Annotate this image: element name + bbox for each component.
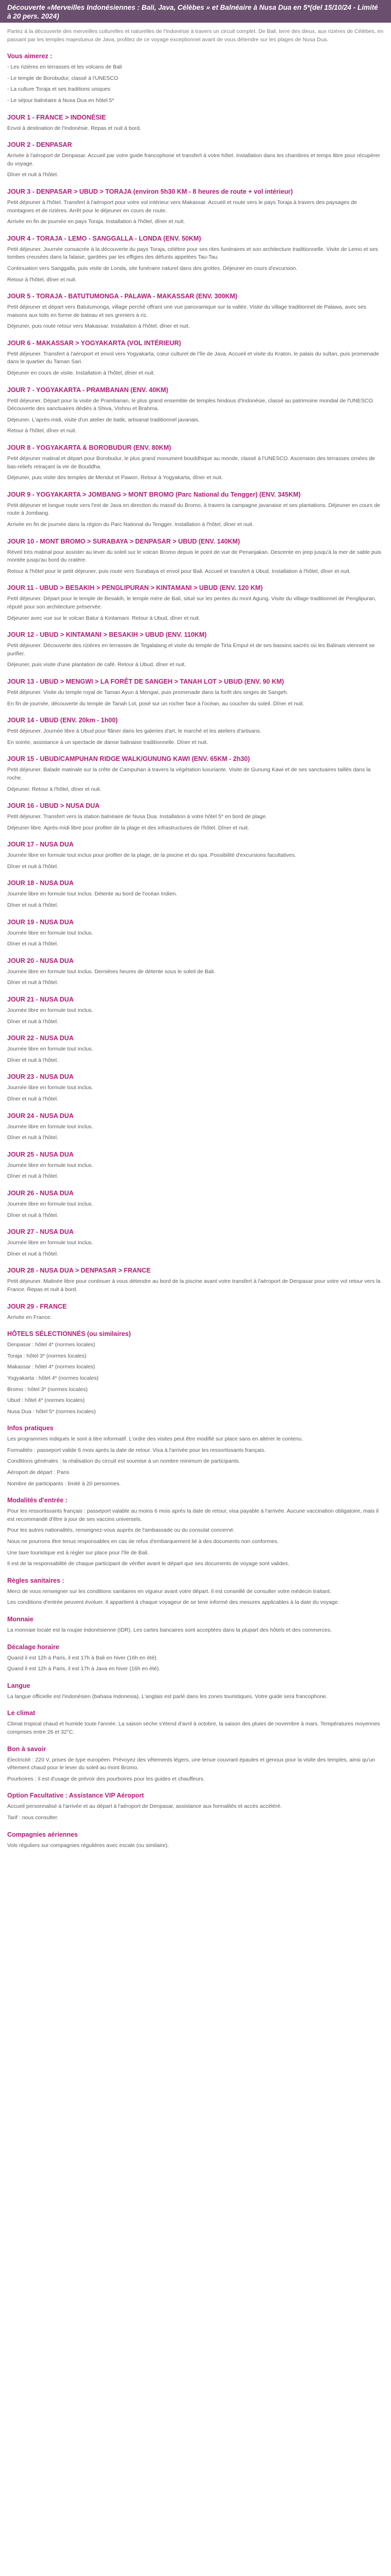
section-paragraph: Déjeuner, puis visite des temples de Mendut et Pawon. Retour à Yogyakarta, dîner et nuit. (7, 474, 223, 481)
section-paragraph: Formalités : passeport valide 6 mois après la date de retour. Visa à l'arrivée pour les ressortissants français. (7, 1447, 266, 1453)
section-paragraph: En fin de journée, découverte du temple de Tanah Lot, posé sur un rocher face à l'océan, au coucher du soleil. Dîner et nuit. (7, 700, 304, 707)
section-title: Règles sanitaires : (7, 1577, 64, 1584)
section-title: Monnaie (7, 1616, 34, 1623)
page-title: Découverte «Merveilles Indonésiennes : Bali, Java, Célèbes » et Balnéaire à Nusa Dua en 5*(del 15/10/24 - Limité à 20 pers. 2024) (7, 4, 378, 20)
section-title: Le climat (7, 1709, 36, 1717)
section-title: JOUR 9 - YOGYAKARTA > JOMBANG > MONT BROMO (Parc National du Tengger) (ENV. 345KM) (7, 490, 301, 498)
section-paragraph: Dîner et nuit à l'hôtel. (7, 1250, 58, 1257)
section-paragraph: - Le temple de Borobudur, classé à l'UNESCO (7, 75, 119, 81)
section-block (7, 631, 384, 669)
section-paragraph: En soirée, assistance à un spectacle de danse balinaise traditionnelle. Dîner et nuit. (7, 739, 208, 745)
section-paragraph: - Les rizières en terrasses et les volcans de Bali (7, 64, 122, 71)
section-paragraph: Déjeuner en cours de visite. Installation à l'hôtel, dîner et nuit. (7, 370, 155, 377)
section-paragraph: Déjeuner, puis visite d'une plantation de café. Retour à Ubud, dîner et nuit. (7, 662, 186, 668)
section-paragraph: Journée libre en formule tout inclus. (7, 1162, 93, 1168)
section-title: Langue (7, 1682, 30, 1689)
section-title: JOUR 29 - FRANCE (7, 1302, 67, 1310)
section-paragraph: Toraja : hôtel 3* (normes locales) (7, 1352, 87, 1359)
section-paragraph: La langue officielle est l'indonésien (bahasa Indonesia). L'anglais est parlé dans les zones touristiques. Votre guide sera francophone. (7, 1693, 328, 1700)
section-paragraph: Dîner et nuit à l'hôtel. (7, 1018, 58, 1025)
section-title: JOUR 28 - NUSA DUA > DENPASAR > FRANCE (7, 1267, 151, 1275)
section-title: JOUR 27 - NUSA DUA (7, 1228, 74, 1236)
section-paragraph: Bromo : hôtel 3* (normes locales) (7, 1386, 88, 1393)
section-paragraph: - Le séjour balnéaire à Nusa Dua en hôtel 5* (7, 97, 115, 104)
section-block (7, 1791, 384, 1822)
section-title: Vous aimerez : (7, 53, 53, 60)
section-block (7, 677, 384, 708)
section-paragraph: Journée libre en formule tout inclus. (7, 1046, 93, 1053)
section-block (7, 802, 384, 832)
section-paragraph: Petit déjeuner. Départ pour le temple de Besakih, le temple mère de Bali, situé sur les pentes du mont Agung. Visite du village traditionnel de Penglipuran, réputé pour son architecture préservée. (7, 596, 377, 610)
section-paragraph: Journée libre en formule tout inclus. (7, 1240, 93, 1246)
section-paragraph: - La culture Toraja et ses traditions uniques (7, 86, 111, 93)
section-paragraph: Journée libre en formule tout inclus. Détente au bord de l'océan Indien. (7, 891, 177, 897)
section-title: JOUR 3 - DENPASAR > UBUD > TORAJA (environ 5h30 KM - 8 heures de route + vol intérieur) (7, 188, 293, 195)
section-paragraph: Arrivée en fin de journée dans la région du Parc National du Tengger. Installation à l'hôtel, dîner et nuit. (7, 521, 254, 528)
section-title: JOUR 18 - NUSA DUA (7, 879, 74, 887)
section-paragraph: Denpasar : hôtel 4* (normes locales) (7, 1342, 95, 1348)
section-paragraph: Petit déjeuner. Départ pour la visite de Prambanan, le plus grand ensemble de temples hindous d'Indonésie, classé au patrimoine mondial de l'UNESCO. Découverte des sanctuaires dédiés à Shiva, Vishnu et Brahma. (7, 397, 374, 412)
section-paragraph: Retour à l'hôtel, dîner et nuit. (7, 428, 77, 434)
section-title: JOUR 19 - NUSA DUA (7, 918, 74, 926)
section-block (7, 1228, 384, 1258)
section-paragraph: Petit déjeuner à l'hôtel. Transfert à l'aéroport pour votre vol intérieur vers Makassar. Accueil et route vers le pays Toraja à travers des paysages de montagnes et de rizières. Arrêt pour le déjeuner en cours de route. (7, 199, 357, 214)
section-title: JOUR 15 - UBUD/CAMPUHAN RIDGE WALK/GUNUNG KAWI (ENV. 65KM - 2h30) (7, 755, 250, 763)
section-paragraph: Petit déjeuner. Transfert à l'aéroport et envol vers Yogyakarta, cœur culturel de l'île de Java. Accueil et visite du Kraton, le palais du sultan, puis promenade dans le quartier du Taman Sari. (7, 350, 379, 365)
section-paragraph: Pourboires : il est d'usage de prévoir des pourboires pour les guides et chauffeurs. (7, 1775, 205, 1782)
section-paragraph: Petit déjeuner. Balade matinale sur la crête de Campuhan à travers la végétation luxuriante. Visite de Gunung Kawi et de ses sanctuaires taillés dans la roche. (7, 767, 371, 781)
section-block (7, 1745, 384, 1784)
section-title: JOUR 10 - MONT BROMO > SURABAYA > DENPASAR > UBUD (ENV. 140KM) (7, 537, 240, 545)
section-title: JOUR 24 - NUSA DUA (7, 1112, 74, 1120)
section-title: JOUR 14 - UBUD (ENV. 20km - 1h00) (7, 717, 118, 724)
section-title: JOUR 6 - MAKASSAR > YOGYAKARTA (VOL INTÉRIEUR) (7, 339, 181, 347)
section-paragraph: Dîner et nuit à l'hôtel. (7, 1173, 58, 1180)
section-paragraph: Dîner et nuit à l'hôtel. (7, 941, 58, 947)
section-paragraph: Conditions générales : la réalisation du circuit est soumise à un nombre minimum de participants. (7, 1458, 240, 1465)
section-paragraph: Dîner et nuit à l'hôtel. (7, 1212, 58, 1218)
section-paragraph: Arrivée en fin de journée en pays Toraja. Installation à l'hôtel, dîner et nuit. (7, 218, 185, 225)
section-block (7, 1424, 384, 1488)
section-title: JOUR 11 - UBUD > BESAKIH > PENGLIPURAN > KINTAMANI > UBUD (ENV. 120 KM) (7, 584, 263, 592)
section-paragraph: Petit déjeuner. Matinée libre pour continuer à vous détendre au bord de la piscine avant votre transfert à l'aéroport de Denpasar pour votre vol retour vers la France. Repas et nuit à bord. (7, 1278, 381, 1293)
section-paragraph: Déjeuner. L'après-midi, visite d'un atelier de batik, artisanat traditionnel javanais. (7, 416, 200, 423)
section-title: Modalités d'entrée : (7, 1497, 68, 1504)
section-block (7, 1302, 384, 1322)
section-paragraph: Nombre de participants : limité à 20 personnes. (7, 1480, 121, 1487)
section-paragraph: Dîner et nuit à l'hôtel. (7, 172, 58, 178)
section-block (7, 1189, 384, 1219)
section-paragraph: Les programmes indiqués le sont à titre informatif. L'ordre des visites peut être modifié sur place sans en altérer le contenu. (7, 1436, 303, 1443)
section-paragraph: Pour les ressortissants français : passeport valable au moins 6 mois après la date de retour, visa payable à l'arrivée. Aucune vaccination obligatoire, mais il est recommandé d'être à jour de ses vaccins universels. (7, 1508, 379, 1522)
section-paragraph: Journée libre en formule tout inclus. (7, 1084, 93, 1091)
section-block (7, 1643, 384, 1673)
section-paragraph: Journée libre en formule tout inclus. (7, 1200, 93, 1207)
section-block (7, 1831, 384, 1850)
section-title: JOUR 8 - YOGYAKARTA & BOROBUDUR (ENV. 80KM) (7, 444, 171, 452)
section-paragraph: Il est de la responsabilité de chaque participant de vérifier avant le départ que ses documents de voyage sont valides. (7, 1561, 289, 1567)
section-title: JOUR 7 - YOGYAKARTA - PRAMBANAN (ENV. 40KM) (7, 386, 169, 394)
section-paragraph: Dîner et nuit à l'hôtel. (7, 902, 58, 909)
section-paragraph: Pour les autres nationalités, renseignez-vous auprès de l'ambassade ou du consulat concerné. (7, 1527, 235, 1534)
section-paragraph: Quand il est 12h à Paris, il est 17h à Java en hiver (16h en été). (7, 1666, 160, 1672)
section-paragraph: Petit déjeuner. Visite du temple royal de Taman Ayun à Mengwi, puis promenade dans la forêt des singes de Sangeh. (7, 689, 288, 696)
section-paragraph: Nusa Dua : hôtel 5* (normes locales) (7, 1408, 96, 1415)
section-block (7, 490, 384, 529)
section-title: JOUR 26 - NUSA DUA (7, 1189, 74, 1197)
section-paragraph: Aéroport de départ : Paris (7, 1469, 70, 1476)
section-paragraph: Climat tropical chaud et humide toute l'année. La saison sèche s'étend d'avril à octobre, la saison des pluies de novembre à mars. Températures moyennes comprises entre 26 et 32°C. (7, 1721, 380, 1735)
section-title: Compagnies aériennes (7, 1831, 78, 1838)
section-paragraph: Envol à destination de l'Indonésie. Repas et nuit à bord. (7, 125, 141, 131)
section-paragraph: Journée libre en formule tout inclus. (7, 1007, 93, 1014)
section-title: JOUR 17 - NUSA DUA (7, 841, 74, 849)
section-block (7, 113, 384, 133)
section-paragraph: Petit déjeuner et longue route vers l'est de Java en direction du massif du Bromo, à travers la campagne javanaise et ses plantations. Déjeuner en cours de route à Jombang. (7, 502, 380, 517)
section-block (7, 1496, 384, 1568)
section-title: JOUR 22 - NUSA DUA (7, 1035, 74, 1042)
section-title: JOUR 4 - TORAJA - LEMO - SANGGALLA - LONDA (ENV. 50KM) (7, 234, 201, 242)
section-paragraph: Ubud : hôtel 4* (normes locales) (7, 1397, 85, 1404)
section-paragraph: Petit déjeuner. Journée libre à Ubud pour flâner dans les galeries d'art, le marché et les ateliers d'artisans. (7, 728, 262, 735)
section-title: JOUR 21 - NUSA DUA (7, 996, 74, 1004)
section-paragraph: Déjeuner avec vue sur le volcan Batur à Kintamani. Retour à Ubud, dîner et nuit. (7, 615, 201, 621)
section-block (7, 1615, 384, 1635)
section-title: JOUR 2 - DENPASAR (7, 141, 72, 149)
section-title: JOUR 25 - NUSA DUA (7, 1150, 74, 1158)
section-paragraph: Déjeuner libre. Après-midi libre pour profiter de la plage et des infrastructures de l'hôtel. Dîner et nuit. (7, 824, 249, 831)
section-block (7, 537, 384, 576)
section-title: Décalage horaire (7, 1643, 59, 1651)
page-header (0, 0, 391, 23)
section-block (7, 840, 384, 871)
section-title: Infos pratiques (7, 1425, 54, 1432)
section-title: JOUR 5 - TORAJA - BATUTUMONGA - PALAWA - MAKASSAR (ENV. 300KM) (7, 293, 238, 300)
section-block (7, 995, 384, 1026)
section-block (7, 716, 384, 747)
section-paragraph: Déjeuner, puis route retour vers Makassar. Installation à l'hôtel, dîner et nuit. (7, 323, 190, 330)
section-paragraph: Dîner et nuit à l'hôtel. (7, 1134, 58, 1141)
section-paragraph: Dîner et nuit à l'hôtel. (7, 1096, 58, 1102)
section-block (7, 52, 384, 105)
section-paragraph: Arrivée à l'aéroport de Denpasar. Accueil par votre guide francophone et transfert à votre hôtel. Installation dans les chambres et temps libre pour récupérer du voyage. (7, 152, 380, 167)
section-title: HÔTELS SÉLECTIONNÉS (ou similaires) (7, 1330, 131, 1338)
section-block (7, 386, 384, 435)
section-block (7, 755, 384, 793)
section-title: JOUR 13 - UBUD > MENGWI > LA FORÊT DE SANGEH > TANAH LOT > UBUD (ENV. 90 KM) (7, 677, 284, 685)
section-block (7, 292, 384, 331)
section-paragraph: Vols réguliers sur compagnies régulières avec escale (ou similaire). (7, 1842, 169, 1849)
section-block (7, 1577, 384, 1607)
section-paragraph: Petit déjeuner. Journée consacrée à la découverte du pays Toraja, célèbre pour ses rites funéraires et son architecture traditionnelle. Visite de Lemo et ses tombes creusées dans la falaise, gardées par les effigies des défunts appelées Tau-Tau. (7, 246, 378, 261)
section-block (7, 1112, 384, 1142)
intro-text: Partez à la découverte des merveilles culturelles et naturelles de l'Indonésie à travers un circuit complet. De Bali, terre des dieux, aux rizières de Célèbes, en passant par les temples majestueux de Java, profitez de ce voyage exceptionnel avant de vous détendre sur les plages de Nusa Dua. (7, 28, 384, 43)
section-paragraph: Dîner et nuit à l'hôtel. (7, 979, 58, 986)
section-paragraph: Journée libre en formule tout inclus. (7, 1123, 93, 1130)
section-title: JOUR 12 - UBUD > KINTAMANI > BESAKIH > UBUD (ENV. 110KM) (7, 631, 207, 639)
section-paragraph: Quand il est 12h à Paris, il est 17h à Bali en hiver (16h en été). (7, 1654, 158, 1661)
main-content (0, 23, 391, 1858)
section-paragraph: Journée libre en formule tout inclus. (7, 929, 93, 936)
section-title: Bon à savoir (7, 1745, 46, 1753)
section-title: JOUR 1 - FRANCE > INDONÉSIE (7, 113, 106, 121)
section-paragraph: Électricité : 220 V, prises de type européen. Prévoyez des vêtements légers, une tenue couvrant épaules et genoux pour la visite des temples, ainsi qu'un vêtement chaud pour le lever du soleil au mont Bromo. (7, 1756, 376, 1771)
section-paragraph: Retour à l'hôtel pour le petit déjeuner, puis route vers Surabaya et envol pour Bali. Accueil et transfert à Ubud. Installation à l'hôtel, dîner et nuit. (7, 568, 351, 574)
section-paragraph: Journée libre en formule tout inclus. Dernières heures de détente sous le soleil de Bali. (7, 968, 216, 975)
section-block (7, 141, 384, 179)
section-paragraph: Nous ne pourrons être tenus responsables en cas de refus d'embarquement lié à des documents non conformes. (7, 1538, 279, 1545)
section-paragraph: Petit déjeuner. Transfert vers la station balnéaire de Nusa Dua. Installation à votre hôtel 5* en bord de plage. (7, 814, 267, 820)
section-paragraph: Dîner et nuit à l'hôtel. (7, 1057, 58, 1063)
section-block (7, 584, 384, 622)
section-paragraph: Journée libre en formule tout inclus pour profiter de la plage, de la piscine et du spa. Possibilité d'excursions facultatives. (7, 852, 296, 859)
section-paragraph: Accueil personnalisé à l'arrivée et au départ à l'aéroport de Denpasar, assistance aux formalités et accès accéléré. (7, 1803, 282, 1810)
section-block (7, 1266, 384, 1294)
section-block (7, 1330, 384, 1416)
section-paragraph: Déjeuner. Retour à l'hôtel, dîner et nuit. (7, 786, 102, 792)
section-paragraph: Une taxe touristique est à régler sur place pour l'île de Bali. (7, 1549, 149, 1556)
section-title: JOUR 16 - UBUD > NUSA DUA (7, 802, 100, 810)
section-paragraph: Petit déjeuner. Découverte des rizières en terrasses de Tegalalang et visite du temple de Tirta Empul et de ses bassins sacrés où les Balinais viennent se purifier. (7, 642, 375, 657)
section-paragraph: Makassar : hôtel 4* (normes locales) (7, 1364, 95, 1370)
sections-container (7, 52, 384, 1850)
section-block (7, 1150, 384, 1181)
section-block (7, 234, 384, 284)
section-paragraph: La monnaie locale est la roupie indonésienne (IDR). Les cartes bancaires sont acceptées dans la plupart des hôtels et des commerces. (7, 1627, 332, 1633)
section-paragraph: Yogyakarta : hôtel 4* (normes locales) (7, 1375, 99, 1381)
section-title: Option Facultative : Assistance VIP Aéroport (7, 1792, 144, 1800)
section-paragraph: Petit déjeuner matinal et départ pour Borobudur, le plus grand monument bouddhique au monde, classé à l'UNESCO. Ascension des terrasses ornées de bas-reliefs retraçant la vie de Bouddha. (7, 455, 375, 470)
section-paragraph: Arrivée en France. (7, 1314, 52, 1320)
section-block (7, 1682, 384, 1701)
section-title: JOUR 23 - NUSA DUA (7, 1073, 74, 1081)
section-paragraph: Merci de vous renseigner sur les conditions sanitaires en vigueur avant votre départ. Il est conseillé de consulter votre médecin traitant. (7, 1588, 331, 1595)
section-block (7, 957, 384, 987)
section-block (7, 339, 384, 378)
section-paragraph: Réveil très matinal pour assister au lever du soleil sur le volcan Bromo depuis le point de vue de Penanjakan. Descente en jeep jusqu'à la mer de sable puis montée jusqu'au bord du cratère. (7, 549, 382, 564)
section-block (7, 1034, 384, 1064)
section-block (7, 879, 384, 909)
section-block (7, 918, 384, 948)
section-block (7, 1073, 384, 1103)
section-paragraph: Dîner et nuit à l'hôtel. (7, 863, 58, 870)
section-paragraph: Petit déjeuner et départ vers Batutumonga, village perché offrant une vue panoramique sur la vallée. Visite du village traditionnel de Palawa, avec ses maisons aux toits en forme de bateau et ses greniers à riz. (7, 304, 366, 318)
section-paragraph: Continuation vers Sanggalla, puis visite de Londa, site funéraire naturel dans des grottes. Déjeuner en cours d'excursion. (7, 265, 298, 272)
section-block (7, 444, 384, 482)
section-paragraph: Tarif : nous consulter. (7, 1814, 59, 1821)
section-block (7, 1709, 384, 1736)
section-paragraph: Retour à l'hôtel, dîner et nuit. (7, 276, 77, 283)
section-title: JOUR 20 - NUSA DUA (7, 957, 74, 964)
section-block (7, 188, 384, 226)
section-paragraph: Les conditions d'entrée peuvent évoluer. Il appartient à chaque voyageur de se tenir informé des mesures applicables à la date du voyage. (7, 1599, 339, 1606)
